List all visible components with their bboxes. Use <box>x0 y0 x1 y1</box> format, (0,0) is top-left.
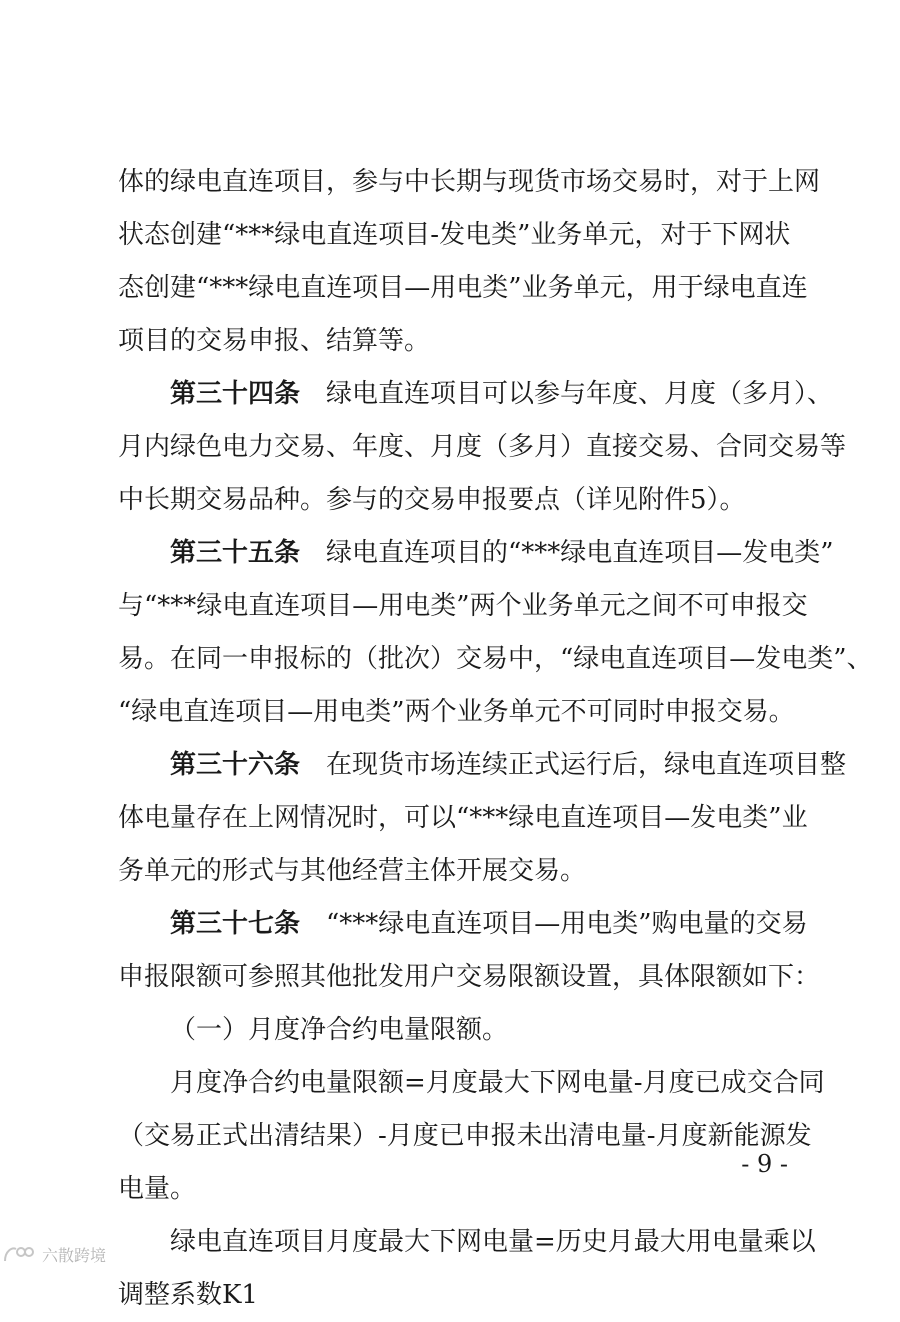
text-line <box>118 315 788 368</box>
watermark <box>2 1240 106 1268</box>
line-text: （交易正式出清结果）-月度已申报未出清电量-月度新能源发 <box>118 1121 812 1151</box>
text-line <box>118 739 847 792</box>
brand-logo-icon <box>2 1243 36 1265</box>
line-text: 申报限额可参照其他批发用户交易限额设置，具体限额如下： <box>118 962 821 992</box>
line-text: 体电量存在上网情况时，可以“***绿电直连项目—发电类”业 <box>118 803 808 833</box>
line-text: （一）月度净合约电量限额。 <box>170 1015 509 1045</box>
line-text: 在现货市场连续正式运行后，绿电直连项目整 <box>326 750 847 780</box>
document-body <box>118 156 873 1322</box>
text-line <box>118 792 808 845</box>
line-text: “绿电直连项目—用电类”两个业务单元不可同时申报交易。 <box>118 697 795 727</box>
text-line <box>118 527 834 580</box>
text-line <box>118 1004 788 1057</box>
line-text: 调整系数K1 <box>118 1280 258 1310</box>
watermark-text: 六散跨境 <box>42 1245 107 1265</box>
text-line <box>118 951 821 1004</box>
line-text: 与“***绿电直连项目—用电类”两个业务单元之间不可申报交 <box>118 591 808 621</box>
article-heading: 第三十七条 <box>170 909 301 939</box>
line-text: 务单元的形式与其他经营主体开展交易。 <box>118 856 587 886</box>
line-text: 电量。 <box>118 1174 197 1204</box>
text-line <box>118 474 788 527</box>
text-line <box>118 262 808 315</box>
article-heading: 第三十四条 <box>170 379 301 409</box>
line-text: 绿电直连项目月度最大下网电量=历史月最大用电量乘以 <box>170 1227 816 1257</box>
text-line <box>118 1269 788 1322</box>
text-line <box>118 209 791 262</box>
article-heading: 第三十五条 <box>170 538 301 568</box>
line-text: 月内绿色电力交易、年度、月度（多月）直接交易、合同交易等 <box>118 432 847 462</box>
text-line <box>118 1110 812 1163</box>
text-line <box>118 633 873 686</box>
text-line <box>118 686 795 739</box>
text-line <box>118 898 808 951</box>
text-line <box>118 421 847 474</box>
line-text: “***绿电直连项目—用电类”购电量的交易 <box>326 909 808 939</box>
text-line <box>118 156 821 209</box>
line-text: 中长期交易品种。参与的交易申报要点（详见附件5）。 <box>118 485 746 515</box>
page-number: - 9 - <box>741 1150 788 1178</box>
line-text: 月度净合约电量限额=月度最大下网电量-月度已成交合同 <box>170 1068 825 1098</box>
line-text: 态创建“***绿电直连项目—用电类”业务单元，用于绿电直连 <box>118 273 808 303</box>
line-text: 绿电直连项目可以参与年度、月度（多月）、 <box>326 379 834 409</box>
text-line <box>118 580 808 633</box>
text-line <box>118 1163 788 1216</box>
line-text: 项目的交易申报、结算等。 <box>118 326 431 356</box>
line-text: 绿电直连项目的“***绿电直连项目—发电类” <box>326 538 834 568</box>
text-line <box>118 1216 816 1269</box>
article-heading: 第三十六条 <box>170 750 301 780</box>
line-text: 体的绿电直连项目，参与中长期与现货市场交易时，对于上网 <box>118 167 821 197</box>
text-line <box>118 845 788 898</box>
text-line <box>118 1057 825 1110</box>
line-text: 易。在同一申报标的（批次）交易中，“绿电直连项目—发电类”、 <box>118 644 873 674</box>
text-line <box>118 368 834 421</box>
line-text: 状态创建“***绿电直连项目-发电类”业务单元，对于下网状 <box>118 220 791 250</box>
